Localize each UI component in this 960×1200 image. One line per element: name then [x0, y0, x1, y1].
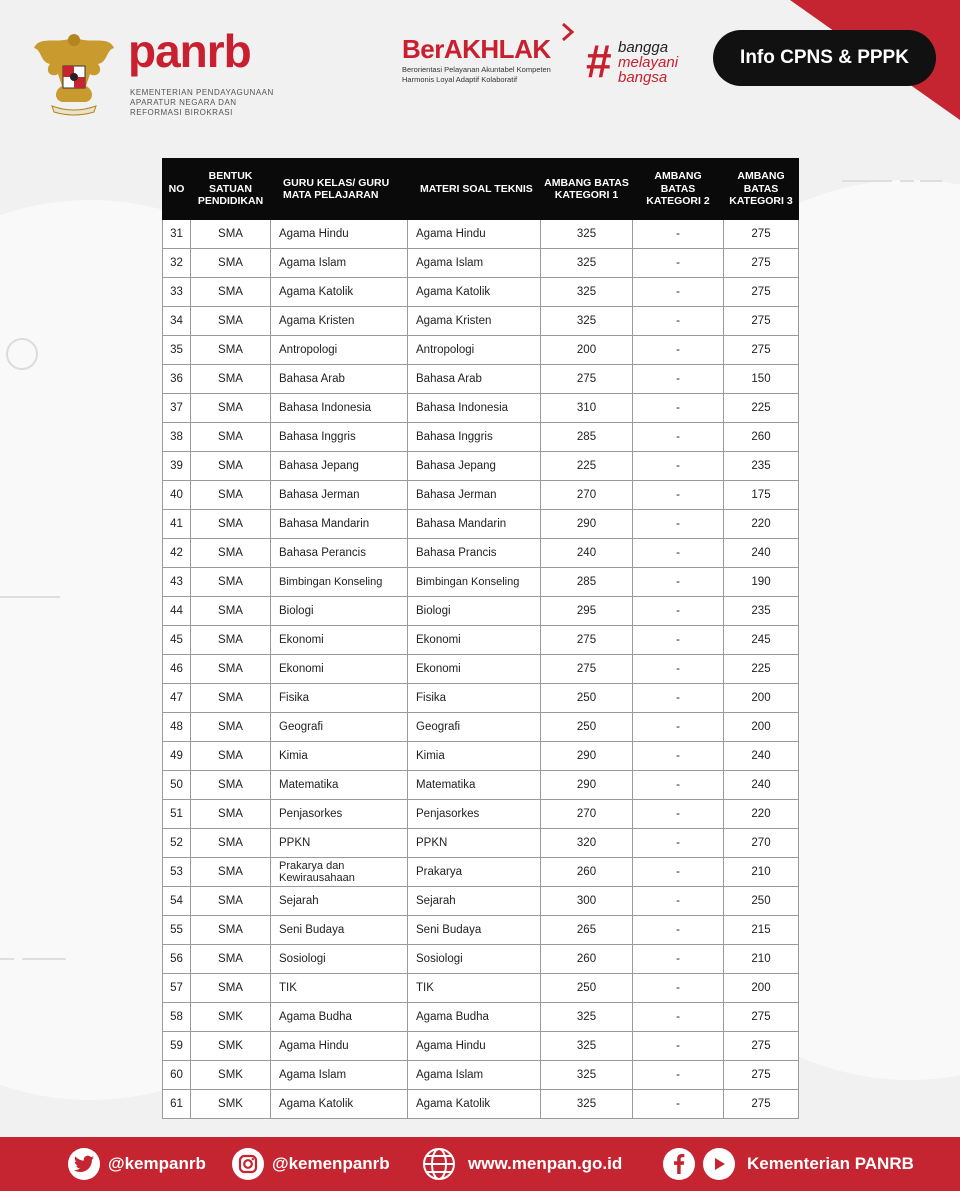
cell-kategori-1: 240 [541, 539, 633, 568]
cell-kategori-3: 175 [724, 481, 799, 510]
cell-guru: Ekonomi [271, 626, 408, 655]
youtube-icon [703, 1148, 735, 1180]
cell-kategori-3: 275 [724, 220, 799, 249]
cell-bentuk: SMA [191, 945, 271, 974]
cell-kategori-1: 270 [541, 800, 633, 829]
header [0, 0, 960, 130]
threshold-table [162, 158, 798, 1119]
table-row [163, 220, 799, 249]
deco-line [900, 180, 914, 182]
cell-kategori-2: - [633, 1003, 724, 1032]
deco-line [842, 180, 892, 182]
cell-materi: Antropologi [408, 336, 541, 365]
table-row [163, 713, 799, 742]
cell-materi: Prakarya [408, 858, 541, 887]
cell-bentuk: SMA [191, 336, 271, 365]
table-row [163, 510, 799, 539]
cell-guru: Bahasa Jepang [271, 452, 408, 481]
table-row [163, 858, 799, 887]
cell-bentuk: SMA [191, 249, 271, 278]
cell-kategori-2: - [633, 365, 724, 394]
cell-bentuk: SMK [191, 1003, 271, 1032]
table-row [163, 423, 799, 452]
cell-no: 52 [163, 829, 191, 858]
deco-line [920, 180, 942, 182]
cell-kategori-2: - [633, 1090, 724, 1119]
cell-materi: Bahasa Jepang [408, 452, 541, 481]
cell-guru: Kimia [271, 742, 408, 771]
table-row [163, 394, 799, 423]
footer-website[interactable] [422, 1137, 622, 1191]
table-row [163, 771, 799, 800]
cell-no: 44 [163, 597, 191, 626]
cell-kategori-3: 260 [724, 423, 799, 452]
cell-guru: Bahasa Perancis [271, 539, 408, 568]
cell-kategori-1: 325 [541, 1090, 633, 1119]
table-row [163, 365, 799, 394]
cell-kategori-2: - [633, 423, 724, 452]
cell-kategori-3: 210 [724, 945, 799, 974]
cell-guru: PPKN [271, 829, 408, 858]
cell-kategori-2: - [633, 684, 724, 713]
cell-bentuk: SMA [191, 365, 271, 394]
cell-kategori-1: 295 [541, 597, 633, 626]
cell-kategori-1: 260 [541, 858, 633, 887]
cell-no: 60 [163, 1061, 191, 1090]
cell-kategori-1: 265 [541, 916, 633, 945]
bangga-word: melayani [618, 54, 679, 71]
cell-no: 31 [163, 220, 191, 249]
cell-kategori-2: - [633, 1061, 724, 1090]
cell-guru: Bahasa Indonesia [271, 394, 408, 423]
cell-kategori-3: 275 [724, 1061, 799, 1090]
table-row [163, 481, 799, 510]
cell-guru: Matematika [271, 771, 408, 800]
cell-bentuk: SMA [191, 220, 271, 249]
cell-kategori-2: - [633, 597, 724, 626]
cell-kategori-2: - [633, 1032, 724, 1061]
cell-kategori-3: 275 [724, 1003, 799, 1032]
cell-no: 35 [163, 336, 191, 365]
header-materi: MATERI SOAL TEKNIS [408, 159, 541, 220]
cell-no: 46 [163, 655, 191, 684]
cell-kategori-1: 300 [541, 887, 633, 916]
cell-kategori-2: - [633, 568, 724, 597]
cell-bentuk: SMA [191, 307, 271, 336]
cell-bentuk: SMA [191, 829, 271, 858]
cell-kategori-3: 200 [724, 713, 799, 742]
cell-guru: Agama Hindu [271, 220, 408, 249]
cell-materi: Seni Budaya [408, 916, 541, 945]
cell-bentuk: SMA [191, 771, 271, 800]
cell-kategori-1: 250 [541, 974, 633, 1003]
cell-bentuk: SMA [191, 510, 271, 539]
cell-kategori-1: 250 [541, 713, 633, 742]
cell-kategori-3: 240 [724, 539, 799, 568]
cell-no: 40 [163, 481, 191, 510]
cell-guru: Prakarya dan Kewirausahaan [271, 858, 408, 887]
table-row [163, 974, 799, 1003]
cell-kategori-3: 225 [724, 655, 799, 684]
cell-kategori-3: 275 [724, 278, 799, 307]
cell-kategori-1: 325 [541, 249, 633, 278]
table-row [163, 684, 799, 713]
cell-kategori-2: - [633, 481, 724, 510]
cell-materi: Bahasa Jerman [408, 481, 541, 510]
cell-kategori-3: 275 [724, 307, 799, 336]
cell-bentuk: SMA [191, 655, 271, 684]
cell-guru: Agama Katolik [271, 278, 408, 307]
cell-kategori-1: 200 [541, 336, 633, 365]
cell-kategori-2: - [633, 510, 724, 539]
cell-kategori-2: - [633, 394, 724, 423]
cell-kategori-1: 325 [541, 278, 633, 307]
cell-kategori-2: - [633, 916, 724, 945]
cell-bentuk: SMA [191, 800, 271, 829]
cell-no: 57 [163, 974, 191, 1003]
header-guru: GURU KELAS/ GURU MATA PELAJARAN [271, 159, 408, 220]
cell-kategori-1: 310 [541, 394, 633, 423]
cell-kategori-2: - [633, 974, 724, 1003]
table-row [163, 829, 799, 858]
header-kategori-3: AMBANG BATAS KATEGORI 3 [724, 159, 799, 220]
cell-kategori-3: 200 [724, 974, 799, 1003]
cell-kategori-3: 250 [724, 887, 799, 916]
cell-no: 42 [163, 539, 191, 568]
cell-kategori-1: 250 [541, 684, 633, 713]
ministry-social-name: Kementerian PANRB [747, 1154, 914, 1173]
cell-bentuk: SMA [191, 278, 271, 307]
cell-kategori-2: - [633, 336, 724, 365]
cell-bentuk: SMA [191, 568, 271, 597]
cell-bentuk: SMA [191, 539, 271, 568]
cell-no: 37 [163, 394, 191, 423]
cell-kategori-2: - [633, 800, 724, 829]
cell-kategori-3: 225 [724, 394, 799, 423]
berakhlak-tagline: Berorientasi Pelayanan Akuntabel Kompeten Harmonis Loyal Adaptif Kolaboratif [402, 65, 551, 84]
footer-instagram[interactable] [232, 1137, 390, 1191]
cell-kategori-2: - [633, 626, 724, 655]
cell-no: 55 [163, 916, 191, 945]
cell-materi: Ekonomi [408, 655, 541, 684]
cell-materi: Bahasa Prancis [408, 539, 541, 568]
cell-guru: Bimbingan Konseling [271, 568, 408, 597]
cell-kategori-3: 235 [724, 452, 799, 481]
table-row [163, 1032, 799, 1061]
cell-no: 39 [163, 452, 191, 481]
table-row [163, 742, 799, 771]
panrb-logo: panrb [128, 25, 251, 77]
cell-guru: Ekonomi [271, 655, 408, 684]
cell-no: 51 [163, 800, 191, 829]
table-header-row [163, 159, 799, 220]
cell-bentuk: SMA [191, 394, 271, 423]
cell-kategori-1: 225 [541, 452, 633, 481]
cell-no: 41 [163, 510, 191, 539]
cell-kategori-2: - [633, 829, 724, 858]
cell-kategori-2: - [633, 713, 724, 742]
table-row [163, 278, 799, 307]
cell-no: 43 [163, 568, 191, 597]
cell-kategori-1: 320 [541, 829, 633, 858]
cell-bentuk: SMA [191, 858, 271, 887]
cell-materi: Penjasorkes [408, 800, 541, 829]
header-kategori-2: AMBANG BATAS KATEGORI 2 [633, 159, 724, 220]
cell-materi: Fisika [408, 684, 541, 713]
cell-materi: Agama Hindu [408, 1032, 541, 1061]
berakhlak-logo [402, 36, 577, 85]
cell-bentuk: SMA [191, 597, 271, 626]
cell-materi: PPKN [408, 829, 541, 858]
cell-kategori-3: 215 [724, 916, 799, 945]
deco-line [22, 958, 66, 960]
cell-kategori-1: 290 [541, 771, 633, 800]
cell-kategori-3: 190 [724, 568, 799, 597]
cell-no: 33 [163, 278, 191, 307]
cell-kategori-1: 275 [541, 626, 633, 655]
cell-guru: Geografi [271, 713, 408, 742]
cell-kategori-3: 275 [724, 249, 799, 278]
header-kategori-1: AMBANG BATAS KATEGORI 1 [541, 159, 633, 220]
cell-guru: Agama Hindu [271, 1032, 408, 1061]
table-row [163, 655, 799, 684]
garuda-emblem-icon [32, 28, 116, 116]
cell-materi: Agama Islam [408, 249, 541, 278]
cell-kategori-3: 275 [724, 336, 799, 365]
footer [0, 1137, 960, 1191]
deco-circle-left [6, 338, 38, 370]
cell-guru: Biologi [271, 597, 408, 626]
instagram-icon [232, 1148, 264, 1180]
cell-kategori-1: 270 [541, 481, 633, 510]
globe-icon [422, 1147, 456, 1181]
cell-no: 34 [163, 307, 191, 336]
cell-materi: Agama Katolik [408, 1090, 541, 1119]
bangga-word: bangga [618, 39, 669, 56]
cell-bentuk: SMA [191, 742, 271, 771]
cell-kategori-2: - [633, 278, 724, 307]
table-row [163, 916, 799, 945]
cell-no: 36 [163, 365, 191, 394]
header-bentuk: BENTUK SATUAN PENDIDIKAN [191, 159, 271, 220]
table-row [163, 597, 799, 626]
cell-no: 32 [163, 249, 191, 278]
cell-kategori-2: - [633, 771, 724, 800]
cell-kategori-1: 285 [541, 568, 633, 597]
cell-kategori-2: - [633, 249, 724, 278]
bangga-word: bangsa [618, 69, 668, 86]
info-cpns-badge: Info CPNS & PPPK [713, 30, 936, 86]
footer-twitter[interactable] [68, 1137, 206, 1191]
cell-kategori-3: 275 [724, 1090, 799, 1119]
cell-kategori-1: 290 [541, 742, 633, 771]
cell-kategori-3: 150 [724, 365, 799, 394]
table-row [163, 307, 799, 336]
table-body [163, 220, 799, 1119]
cell-kategori-3: 220 [724, 800, 799, 829]
hash-icon: # [586, 35, 612, 87]
cell-no: 50 [163, 771, 191, 800]
cell-kategori-1: 275 [541, 655, 633, 684]
table-row [163, 539, 799, 568]
cell-kategori-1: 325 [541, 1061, 633, 1090]
header-no: NO [163, 159, 191, 220]
cell-guru: Bahasa Inggris [271, 423, 408, 452]
table-row [163, 452, 799, 481]
cell-kategori-2: - [633, 655, 724, 684]
cell-guru: Agama Islam [271, 1061, 408, 1090]
footer-social[interactable] [663, 1137, 914, 1191]
cell-materi: Agama Katolik [408, 278, 541, 307]
cell-kategori-3: 235 [724, 597, 799, 626]
cell-guru: Sosiologi [271, 945, 408, 974]
cell-no: 59 [163, 1032, 191, 1061]
cell-kategori-3: 275 [724, 1032, 799, 1061]
cell-materi: TIK [408, 974, 541, 1003]
cell-no: 49 [163, 742, 191, 771]
cell-kategori-2: - [633, 858, 724, 887]
cell-bentuk: SMA [191, 916, 271, 945]
table-row [163, 568, 799, 597]
cell-guru: TIK [271, 974, 408, 1003]
berakhlak-title: BerAKHLAK [402, 34, 551, 64]
cell-materi: Agama Kristen [408, 307, 541, 336]
cell-materi: Agama Hindu [408, 220, 541, 249]
cell-no: 38 [163, 423, 191, 452]
cell-kategori-3: 200 [724, 684, 799, 713]
cell-guru: Fisika [271, 684, 408, 713]
table-row [163, 800, 799, 829]
cell-no: 53 [163, 858, 191, 887]
cell-kategori-2: - [633, 945, 724, 974]
cell-bentuk: SMA [191, 684, 271, 713]
cell-kategori-2: - [633, 539, 724, 568]
table-row [163, 336, 799, 365]
cell-materi: Agama Islam [408, 1061, 541, 1090]
cell-guru: Agama Budha [271, 1003, 408, 1032]
cell-bentuk: SMA [191, 713, 271, 742]
cell-materi: Sejarah [408, 887, 541, 916]
table-row [163, 887, 799, 916]
cell-kategori-2: - [633, 452, 724, 481]
table-row [163, 1003, 799, 1032]
cell-no: 54 [163, 887, 191, 916]
instagram-handle: @kemenpanrb [272, 1154, 390, 1173]
cell-guru: Agama Kristen [271, 307, 408, 336]
facebook-icon [663, 1148, 695, 1180]
table-row [163, 249, 799, 278]
cell-materi: Geografi [408, 713, 541, 742]
cell-bentuk: SMK [191, 1061, 271, 1090]
chevron-icon [560, 22, 576, 42]
cell-no: 61 [163, 1090, 191, 1119]
cell-bentuk: SMA [191, 423, 271, 452]
cell-kategori-3: 245 [724, 626, 799, 655]
cell-materi: Bahasa Indonesia [408, 394, 541, 423]
cell-bentuk: SMA [191, 887, 271, 916]
cell-guru: Antropologi [271, 336, 408, 365]
table-row [163, 626, 799, 655]
footer-strip [0, 1191, 960, 1200]
cell-bentuk: SMK [191, 1032, 271, 1061]
cell-kategori-2: - [633, 220, 724, 249]
bangga-melayani-bangsa-logo [586, 35, 686, 90]
table-row [163, 945, 799, 974]
cell-kategori-1: 325 [541, 220, 633, 249]
cell-guru: Agama Katolik [271, 1090, 408, 1119]
deco-line [0, 958, 14, 960]
cell-kategori-3: 210 [724, 858, 799, 887]
cell-guru: Seni Budaya [271, 916, 408, 945]
cell-kategori-1: 325 [541, 307, 633, 336]
cell-no: 48 [163, 713, 191, 742]
cell-guru: Agama Islam [271, 249, 408, 278]
cell-kategori-2: - [633, 307, 724, 336]
cell-no: 47 [163, 684, 191, 713]
cell-guru: Bahasa Jerman [271, 481, 408, 510]
cell-no: 56 [163, 945, 191, 974]
cell-kategori-1: 325 [541, 1003, 633, 1032]
twitter-icon [68, 1148, 100, 1180]
twitter-handle: @kempanrb [108, 1154, 206, 1173]
table-row [163, 1061, 799, 1090]
cell-materi: Ekonomi [408, 626, 541, 655]
table-row [163, 1090, 799, 1119]
cell-kategori-3: 220 [724, 510, 799, 539]
cell-kategori-2: - [633, 742, 724, 771]
cell-kategori-3: 240 [724, 771, 799, 800]
website-url: www.menpan.go.id [468, 1154, 623, 1173]
cell-materi: Matematika [408, 771, 541, 800]
cell-materi: Bahasa Mandarin [408, 510, 541, 539]
cell-bentuk: SMA [191, 974, 271, 1003]
cell-kategori-1: 260 [541, 945, 633, 974]
cell-kategori-1: 285 [541, 423, 633, 452]
cell-kategori-3: 270 [724, 829, 799, 858]
cell-guru: Bahasa Mandarin [271, 510, 408, 539]
cell-materi: Sosiologi [408, 945, 541, 974]
cell-kategori-2: - [633, 887, 724, 916]
cell-no: 45 [163, 626, 191, 655]
bangga-words [618, 40, 678, 85]
cell-materi: Agama Budha [408, 1003, 541, 1032]
cell-materi: Bahasa Arab [408, 365, 541, 394]
cell-no: 58 [163, 1003, 191, 1032]
cell-bentuk: SMA [191, 452, 271, 481]
cell-guru: Bahasa Arab [271, 365, 408, 394]
cell-kategori-1: 290 [541, 510, 633, 539]
cell-materi: Bahasa Inggris [408, 423, 541, 452]
cell-materi: Biologi [408, 597, 541, 626]
cell-kategori-3: 240 [724, 742, 799, 771]
cell-bentuk: SMA [191, 481, 271, 510]
cell-bentuk: SMA [191, 626, 271, 655]
cell-bentuk: SMK [191, 1090, 271, 1119]
cell-materi: Bimbingan Konseling [408, 568, 541, 597]
cell-guru: Penjasorkes [271, 800, 408, 829]
ministry-name: KEMENTERIAN PENDAYAGUNAAN APARATUR NEGARA DAN REFORMASI BIROKRASI [130, 88, 274, 117]
deco-line [0, 596, 60, 598]
cell-guru: Sejarah [271, 887, 408, 916]
cell-kategori-1: 275 [541, 365, 633, 394]
cell-kategori-1: 325 [541, 1032, 633, 1061]
cell-materi: Kimia [408, 742, 541, 771]
